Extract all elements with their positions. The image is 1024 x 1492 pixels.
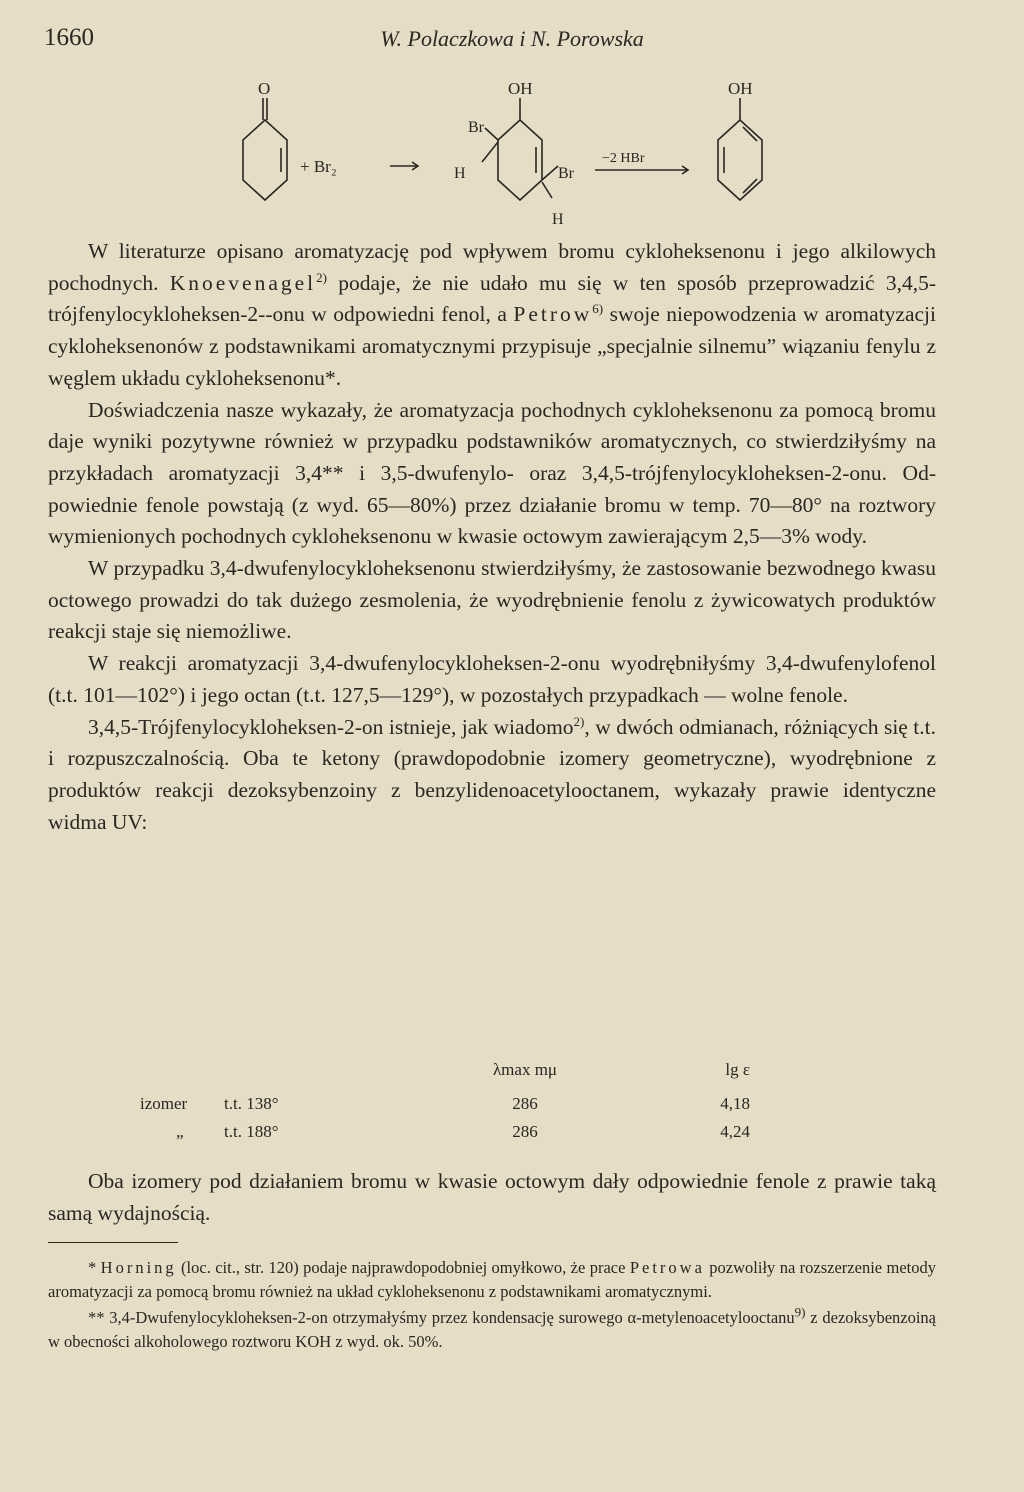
paragraph-5: [48, 712, 936, 839]
paragraph-1-text-c: swoje niepowodzenia w aromatyzacji cykloheksenonów z podstawnikami aromatycznymi przypisuje „specjalnie silnemu” wiązaniu fenylu z węglem układu cykloheksenonu*.: [48, 302, 936, 390]
paragraph-4: W reakcji aromatyzacji 3,4-dwufenylocykloheksen-2-onu wyodrębniłyśmy 3,4-dwufenylofenol (t.t. 101—102°) i jego octan (t.t. 127,5—129°), w pozostałych przypadkach — wolne fenole.: [48, 651, 936, 707]
paragraph-1-text-a: W literaturze opisano aromatyzację pod wpływem bromu cykloheksenonu i jego alkilowych pochodnych.: [48, 239, 936, 295]
author-name-petrowa: Petrowa: [629, 1258, 705, 1277]
paragraph-1: [48, 236, 936, 395]
paragraph-5-text-a: 3,4,5-Trójfenylocykloheksen-2-on istnieje, jak wiadomo: [88, 714, 574, 739]
footnote-1-text-a: (loc. cit., str. 120) podaje najprawdopodobniej omyłkowo, że prace: [176, 1258, 630, 1277]
reaction-scheme: [200, 80, 800, 230]
isomer-label: izomer: [140, 1094, 188, 1113]
page-header: [44, 24, 980, 64]
footnote-2: [48, 1306, 936, 1354]
ketone-oxygen-label: O: [258, 80, 271, 98]
lg-epsilon-value: 4,24: [720, 1122, 750, 1141]
isomer-ditto-mark: „: [176, 1122, 184, 1141]
footnotes: [48, 1256, 936, 1356]
h-left-label: H: [454, 165, 466, 182]
br-right-label: Br: [558, 165, 574, 182]
melting-point: t.t. 138°: [224, 1094, 279, 1113]
footnote-separator: [48, 1242, 178, 1243]
footnote-1: [48, 1256, 936, 1304]
reference-marker: 6): [592, 301, 604, 317]
br-top-label: Br: [468, 119, 484, 136]
lg-epsilon-value: 4,18: [720, 1094, 750, 1113]
footnote-marker: **: [88, 1308, 105, 1327]
page-number: 1660: [44, 24, 94, 51]
table-row: [0, 1122, 1024, 1146]
lambda-max-value: 286: [512, 1094, 538, 1113]
paragraph-5-text-b: , w dwóch odmianach, różniących się t.t. i rozpuszczalnością. Oba te ketony (prawdopodobnie izomery geometryczne), wyodrębnione z produktów reakcji dezoksybenzoiny z benzylidenoacetylooctanem, wykazały prawie identyczne widma UV:: [48, 714, 936, 834]
intermediate-oh-label: OH: [508, 80, 533, 98]
reference-marker: 9): [794, 1304, 806, 1320]
melting-point: t.t. 188°: [224, 1122, 279, 1141]
elimination-label: −2 HBr: [602, 151, 645, 166]
footnote-2-text-a: 3,4-Dwufenylocykloheksen-2-on otrzymałyśmy przez kondensację surowego α-metylenoacetylooctanu: [104, 1308, 795, 1327]
reference-marker: 2): [316, 269, 327, 285]
footnote-2-text-b: z dezoksybenzoiną w obecności alkoholowego roztworu KOH z wyd. ok. 50%.: [48, 1308, 937, 1351]
phenol-oh-label: OH: [728, 80, 753, 98]
paragraph-2: Doświadczenia nasze wykazały, że aromatyzacja pochodnych cykloheksenonu za pomocą bromu daje wyniki pozytywne również w przypadku podstawników aromatycznych, co stwierdziłyśmy na przykładach aromatyzacji 3,4** i 3,5-dwufenylo- oraz 3,4,5-trójfenylocykloheksen-2-onu. Odpowiednie fenole powstają (z wyd. 65—80%) przez działanie bromu w temp. 70—80° na roztwory wymienionych pochodnych cykloheksenonu w kwasie octowym zawierającym 2,5—3% wody.: [48, 397, 936, 549]
paragraph-6: Oba izomery pod działaniem bromu w kwasie octowym dały odpowiednie fenole z prawie taką samą wydajnością.: [48, 1169, 936, 1225]
closing-text: [48, 1166, 936, 1229]
author-name-petrow: Petrow: [513, 302, 593, 327]
body-text: [48, 236, 936, 838]
running-head: W. Polaczkowa i N. Porowska: [380, 26, 644, 51]
table-row: [0, 1094, 1024, 1118]
table-header-row: [0, 1060, 1024, 1084]
reference-marker: 2): [573, 713, 585, 729]
author-name-knoevenagel: Knoevenagel: [169, 270, 317, 295]
paragraph-1-text-b: podaje, że nie udało mu się w ten sposób przeprowadzić 3,4,5-trójfenylocykloheksen-2--onu w odpowiedni fenol, a: [48, 270, 936, 327]
footnote-1-text-b: pozwoliły na rozszerzenie metody aromatyzacji za pomocą bromu również na układ cykloheksenonu z podstawnikami aromatycznymi.: [48, 1258, 936, 1301]
lg-epsilon-header: lg ε: [725, 1060, 750, 1079]
paragraph-3: W przypadku 3,4-dwufenylocykloheksenonu stwierdziłyśmy, że zastosowanie bezwodnego kwasu octowego prowadzi do tak dużego zesmolenia, że wyodrębnienie fenolu z żywicowatych produktów reakcji staje się niemożliwe.: [48, 556, 936, 644]
author-name-horning: Horning: [100, 1258, 177, 1277]
lambda-max-header: λmax mμ: [492, 1060, 558, 1079]
reagent-label: + Br₂: [300, 157, 337, 176]
h-bottom-label: H: [552, 211, 564, 228]
lambda-max-value: 286: [512, 1122, 538, 1141]
footnote-marker: *: [88, 1258, 97, 1277]
